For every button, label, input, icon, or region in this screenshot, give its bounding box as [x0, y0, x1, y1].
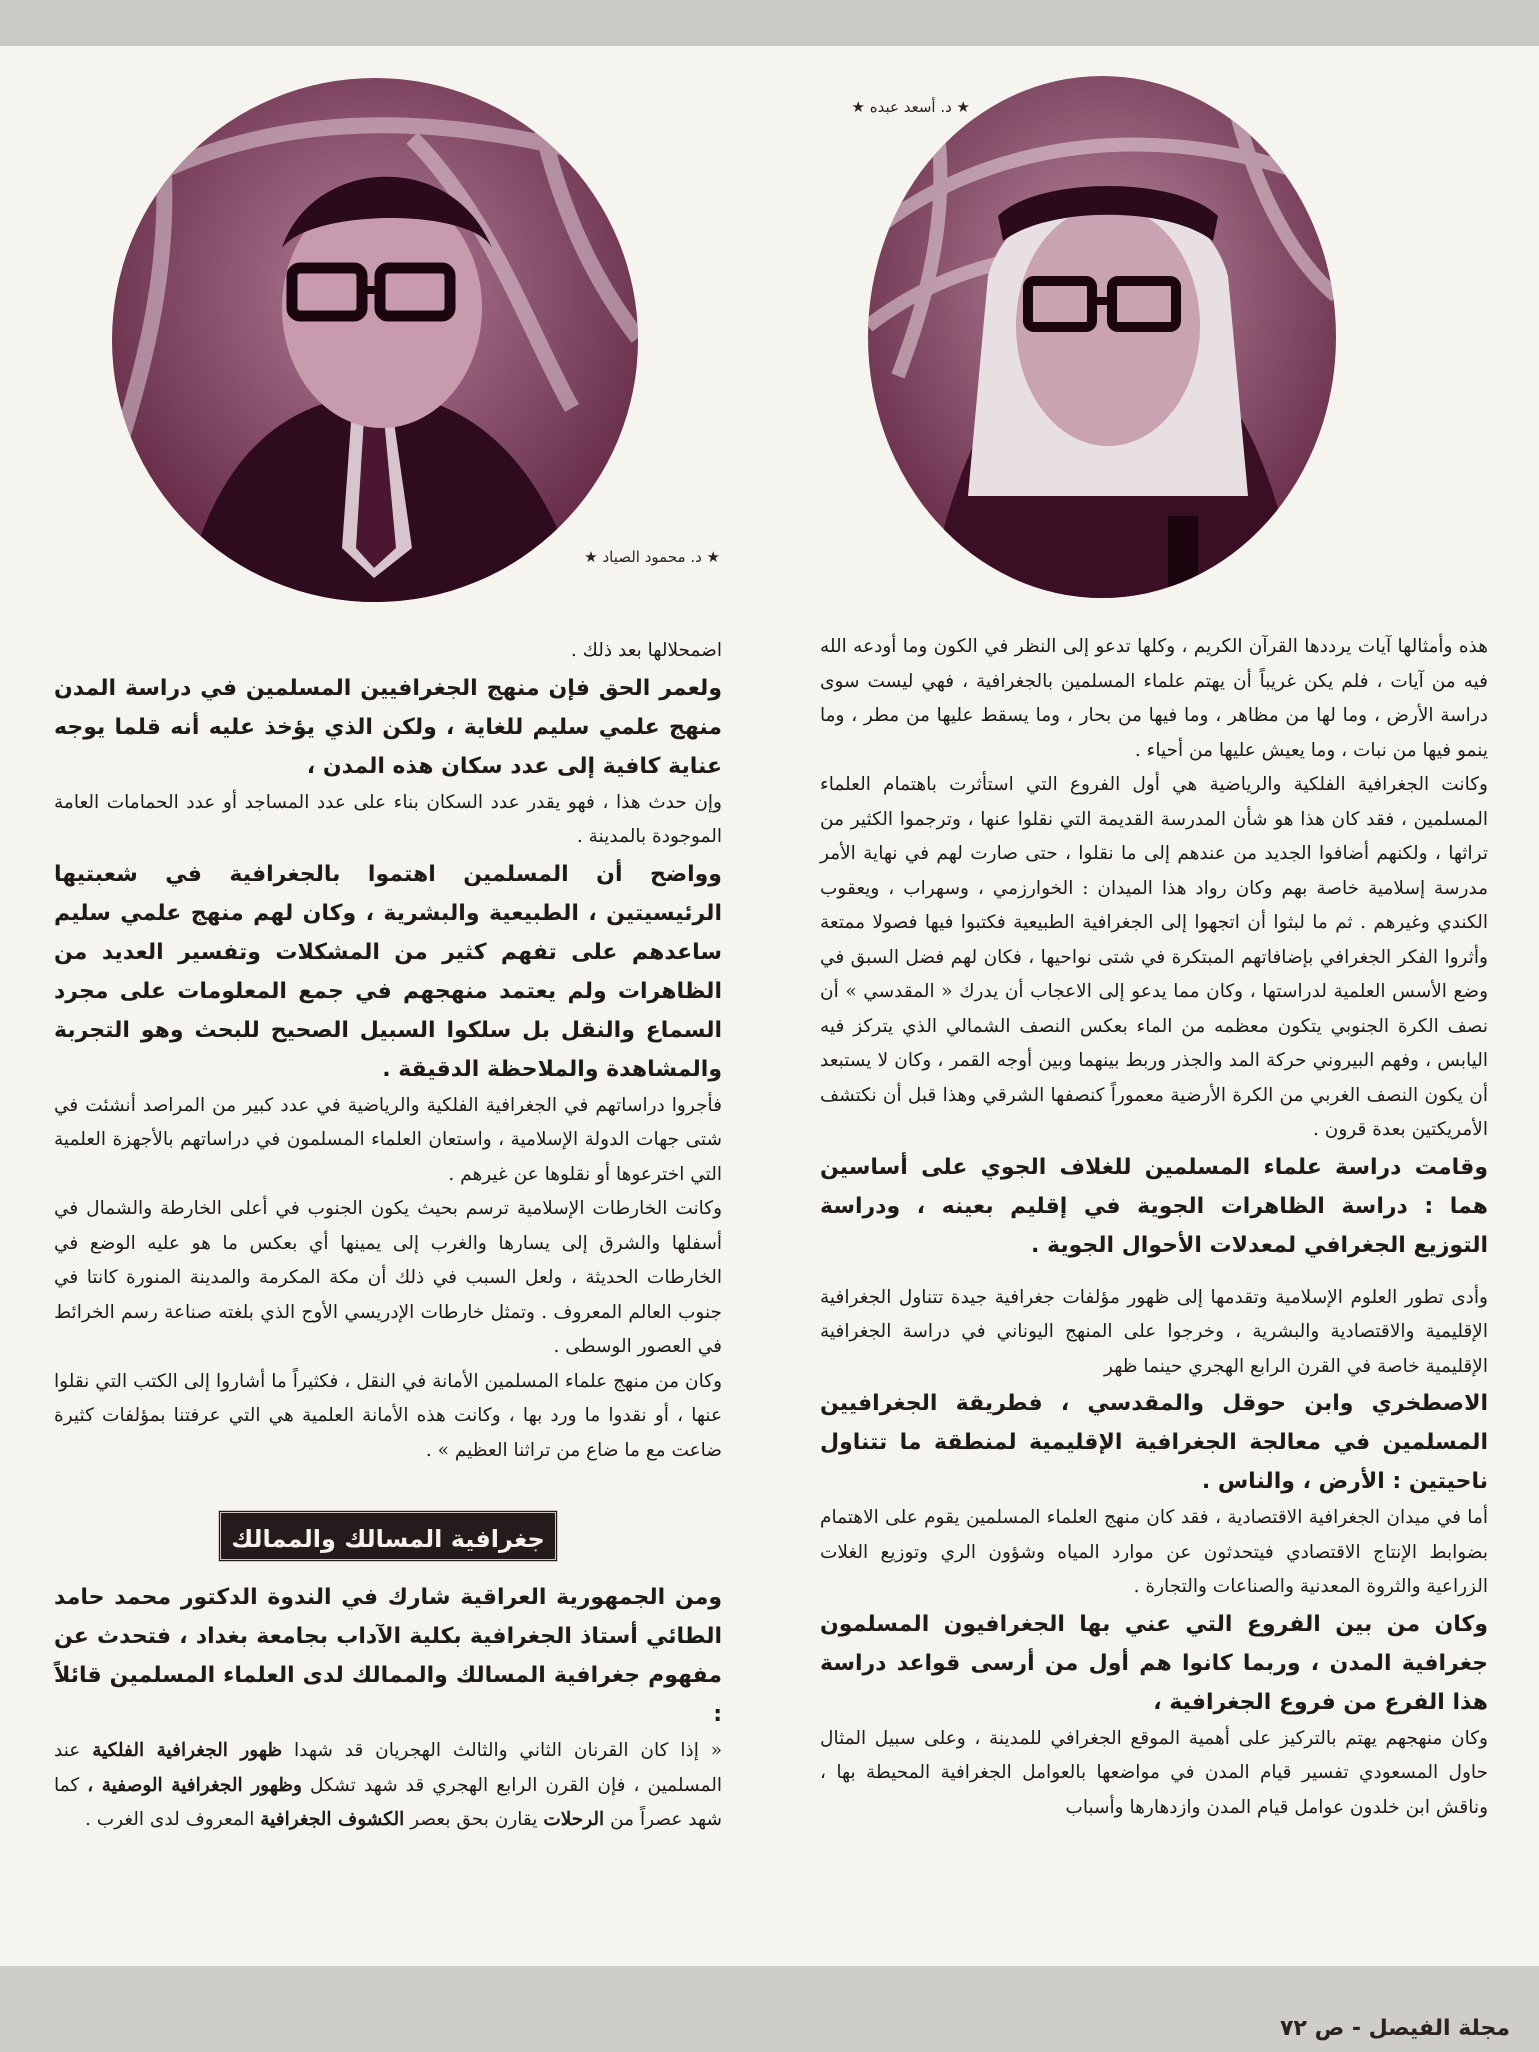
section-title: جغرافية المسالك والممالك [218, 1510, 558, 1562]
quote-text: يقارن بحق بعصر [410, 1809, 538, 1830]
portrait-photo-left [112, 78, 638, 602]
highlight-paragraph: وقامت دراسة علماء المسلمين للغلاف الجوي على أساسين هما : دراسة الظاهرات الجوية في إقليم بعينه ، ودراسة التوزيع الجغرافي لمعدلات الأحوال الجوية . [820, 1154, 1488, 1258]
quote-emphasis: الكشوف الجغرافية [260, 1809, 405, 1830]
top-band [0, 0, 1539, 46]
paragraph: هذه وأمثالها آيات يرددها القرآن الكريم ، وكلها تدعو إلى النظر في الكون وما أودعه الله فيه من آيات ، فلم يكن غريباً أن يهتم علماء المسلمين بالجغرافية ، فهي ليست سوى دراسة الأرض ، وما لها من مظاهر ، وما فيها من بحار ، وما يسقط عليها من مطر ، وما ينمو فيها من نبات ، وما يعيش عليها من أحياء . [820, 636, 1488, 761]
quote-paragraph [54, 1734, 722, 1838]
caption-left: ★ د. محمود الصياد ★ [584, 548, 720, 566]
highlight-paragraph: وكان من بين الفروع التي عني بها الجغرافيون المسلمون جغرافية المدن ، وربما كانوا هم أول من أرسى قواعد دراسة هذا الفرع من فروع الجغرافية ، [820, 1611, 1488, 1715]
quote-emphasis: وظهور الجغرافية الوصفية ، [87, 1774, 302, 1796]
portrait-illustration-right [868, 76, 1336, 598]
paragraph: فأجروا دراساتهم في الجغرافية الفلكية والرياضية في عدد كبير من المراصد أنشئت في شتى جهات الدولة الإسلامية ، واستعان العلماء المسلمون في دراساتهم بالأجهزة العلمية التي اخترعوها أو نقلوها عن غيرهم . [54, 1094, 722, 1185]
paragraph: وكانت الخارطات الإسلامية ترسم بحيث يكون الجنوب في أعلى الخارطة والشمال في أسفلها والشرق إلى يسارها والغرب إلى يمينها أي بعكس ما هو عليه الوضع في الخارطات الحديثة ، ولعل السبب في ذلك أن مكة المكرمة والمدينة المنورة كانتا في جنوب العالم المعروف . وتمثل خارطات الإدريسي الأوج الذي بلغته صناعة رسم الخرائط في العصور الوسطى . [54, 1198, 722, 1357]
quote-emphasis: ظهور الجغرافية الفلكية [92, 1740, 283, 1761]
portrait-illustration-left [112, 78, 638, 602]
portrait-photo-right [868, 76, 1336, 598]
article-column-left [54, 634, 722, 1838]
highlight-paragraph: ولعمر الحق فإن منهج الجغرافيين المسلمين في دراسة المدن منهج علمي سليم للغاية ، ولكن الذي يؤخذ عليه أنه قلما يوجه عناية كافية إلى عدد سكان هذه المدن ، [54, 675, 722, 779]
paragraph: وأدى تطور العلوم الإسلامية وتقدمها إلى ظهور مؤلفات جغرافية جيدة تتناول الجغرافية الإقليمية والاقتصادية والبشرية ، وخرجوا على المنهج اليوناني في دراسة الجغرافية الإقليمية خاصة في القرن الرابع الهجري حينما ظهر [820, 1286, 1488, 1377]
highlight-paragraph: ومن الجمهورية العراقية شارك في الندوة الدكتور محمد حامد الطائي أستاذ الجغرافية بكلية الآداب بجامعة بغداد ، فتحدث عن مفهوم جغرافية المسالك والممالك لدى العلماء المسلمين قائلاً : [54, 1585, 722, 1727]
paragraph: وإن حدث هذا ، فهو يقدر عدد السكان بناء على عدد المساجد أو عدد الحمامات العامة الموجودة بالمدينة . [54, 791, 722, 847]
paragraph: أما في ميدان الجغرافية الاقتصادية ، فقد كان منهج العلماء المسلمين يقوم على الاهتمام بضوابط الإنتاج الاقتصادي فيتحدثون عن موارد المياه وشؤون الري وتوزيع الغلات الزراعية والثروة المعدنية والصناعات والتجارة . [820, 1507, 1488, 1597]
quote-text: المعروف لدى الغرب . [84, 1809, 255, 1830]
quote-emphasis: الرحلات [543, 1809, 605, 1830]
quote-text: « إذا كان القرنان الثاني والثالث الهجريان قد شهدا [294, 1740, 723, 1761]
caption-right: ★ د. أسعد عبده ★ [851, 98, 970, 116]
highlight-paragraph: وواضح أن المسلمين اهتموا بالجغرافية في شعبتيها الرئيسيتين ، الطبيعية والبشرية ، وكان لهم منهج علمي سليم ساعدهم على تفهم كثير من المشكلات وتفسير العديد من الظاهرات ولم يعتمد منهجهم في جمع المعلومات على مجرد السماع والنقل بل سلكوا السبيل الصحيح للبحث وهو التجربة والمشاهدة والملاحظة الدقيقة . [54, 861, 722, 1082]
paragraph: وكان منهجهم يهتم بالتركيز على أهمية الموقع الجغرافي للمدينة ، وعلى سبيل المثال حاول المسعودي تفسير قيام المدن في مواضعها بالعوامل الجغرافية المحيطة بها ، وناقش ابن خلدون عوامل قيام المدن وازدهارها وأسباب [820, 1727, 1488, 1818]
paragraph: وكانت الجغرافية الفلكية والرياضية هي أول الفروع التي استأثرت باهتمام العلماء المسلمين ، فقد كان هذا هو شأن المدرسة القديمة التي نقلوا عنها ، وترجموا الكثير من تراثها ، ولكنهم أضافوا الجديد من عندهم إلى ما نقلوا ، حتى صارت لهم في نهاية الأمر مدرسة إسلامية خاصة بهم وكان رواد هذا الميدان : الخوارزمي ، وسهراب ، ويعقوب الكندي وغيرهم . ثم ما لبثوا أن اتجهوا إلى الجغرافية الطبيعية فكتبوا فيها فصولا ممتعة وأثروا الفكر الجغرافي بإضافاتهم المبتكرة في شتى نواحيها ، فكان لهم فضل السبق في وضع الأسس العلمية لدراستها ، وكان مما يدعو إلى الاعجاب أن يدرك « المقدسي » أن نصف الكرة الجنوبي يتكون معظمه من الماء بعكس النصف الشمالي الذي يتركز فيه اليابس ، وفهم البيروني حركة المد والجذر وربط بينهما وبين أوجه القمر ، وكان لا يستبعد أن يكون النصف الغربي من الكرة الأرضية معموراً كنصفها الشرقي وهذا قبل أن نكتشف الأمريكتين بعدة قرون . [820, 774, 1488, 1140]
quote-text: كما شهد عصراً من [54, 1774, 722, 1830]
article-column-right [820, 630, 1488, 1825]
paragraph: اضمحلالها بعد ذلك . [570, 640, 722, 661]
page-footer: مجلة الفيصل - ص ٧٢ [1280, 2016, 1510, 2041]
paragraph: وكان من منهج علماء المسلمين الأمانة في النقل ، فكثيراً ما أشاروا إلى الكتب التي نقلوا عنها ، أو نقدوا ما ورد بها ، وكانت هذه الأمانة العلمية هي التي عرفتنا بمؤلفات كثيرة ضاعت مع ما ضاع من تراثنا العظيم » . [54, 1370, 722, 1461]
highlight-paragraph: الاصطخري وابن حوقل والمقدسي ، فطريقة الجغرافيين المسلمين في معالجة الجغرافية الإقليمية لمنطقة ما تتناول ناحيتين : الأرض ، والناس . [820, 1391, 1488, 1494]
quote-text: عند المسلمين ، فإن القرن الرابع الهجري قد شهد تشكل [54, 1740, 722, 1796]
